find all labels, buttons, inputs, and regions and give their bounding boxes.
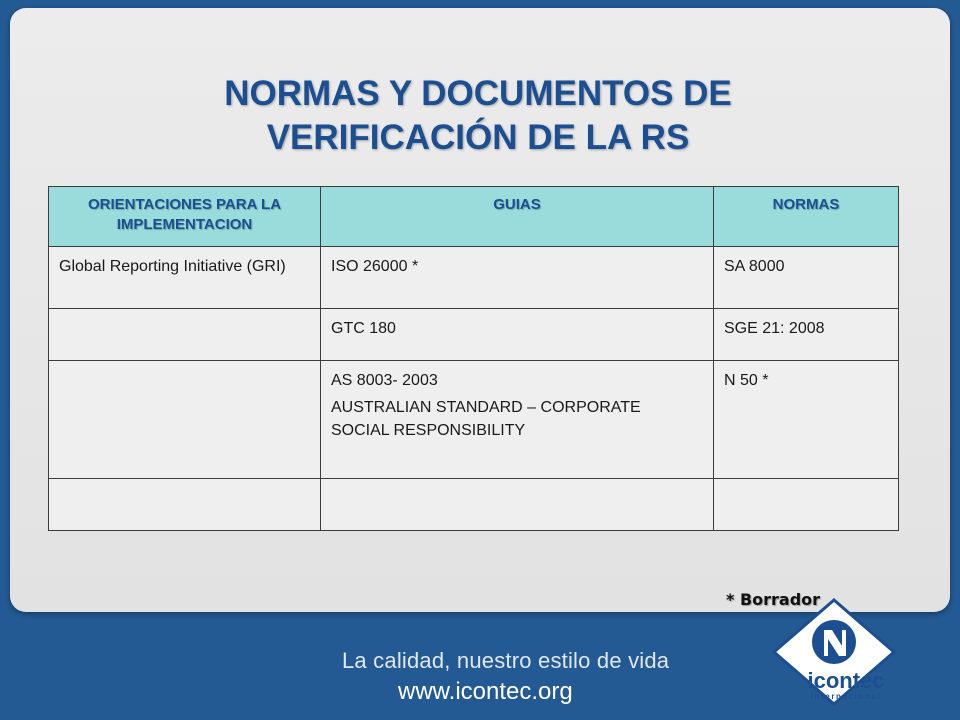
footer-slogan: La calidad, nuestro estilo de vida xyxy=(342,648,670,673)
table-row xyxy=(49,479,899,531)
table-header-row xyxy=(49,187,899,247)
slide-title-line-1: NORMAS Y DOCUMENTOS DE xyxy=(224,74,732,113)
table-cell xyxy=(49,361,321,479)
table-cell: Global Reporting Initiative (GRI) xyxy=(49,247,321,309)
slide-title xyxy=(0,72,956,160)
table-cell: SGE 21: 2008 xyxy=(714,309,899,361)
draft-footnote: * Borrador xyxy=(726,590,821,609)
table-row xyxy=(49,361,899,479)
table-cell xyxy=(321,479,714,531)
table-cell xyxy=(714,479,899,531)
header-orientaciones: ORIENTACIONES PARA LA IMPLEMENTACION xyxy=(49,187,321,247)
cell-line: AS 8003- 2003 xyxy=(331,372,438,389)
header-normas: NORMAS xyxy=(714,187,899,247)
table-cell: SA 8000 xyxy=(714,247,899,309)
table-row xyxy=(49,309,899,361)
table-cell xyxy=(321,309,714,361)
footer-website: www.icontec.org xyxy=(398,678,573,705)
table-cell: N 50 * xyxy=(714,361,899,479)
slide-title-line-2: VERIFICACIÓN DE LA RS xyxy=(266,118,690,157)
table-cell xyxy=(321,361,714,479)
logo-subtext: internacional xyxy=(810,692,882,701)
icontec-logo-icon xyxy=(770,596,898,720)
logo-wordmark: icontec xyxy=(807,668,885,693)
table-cell xyxy=(321,247,714,309)
cell-line: AUSTRALIAN STANDARD – CORPORATE SOCIAL RESPONSIBILITY xyxy=(331,399,641,439)
table-cell xyxy=(49,479,321,531)
standards-table xyxy=(48,186,899,531)
cell-line: GTC 180 xyxy=(331,320,396,337)
cell-line: ISO 26000 * xyxy=(331,258,419,275)
table-row xyxy=(49,247,899,309)
header-guias: GUIAS xyxy=(321,187,714,247)
table-cell xyxy=(49,309,321,361)
